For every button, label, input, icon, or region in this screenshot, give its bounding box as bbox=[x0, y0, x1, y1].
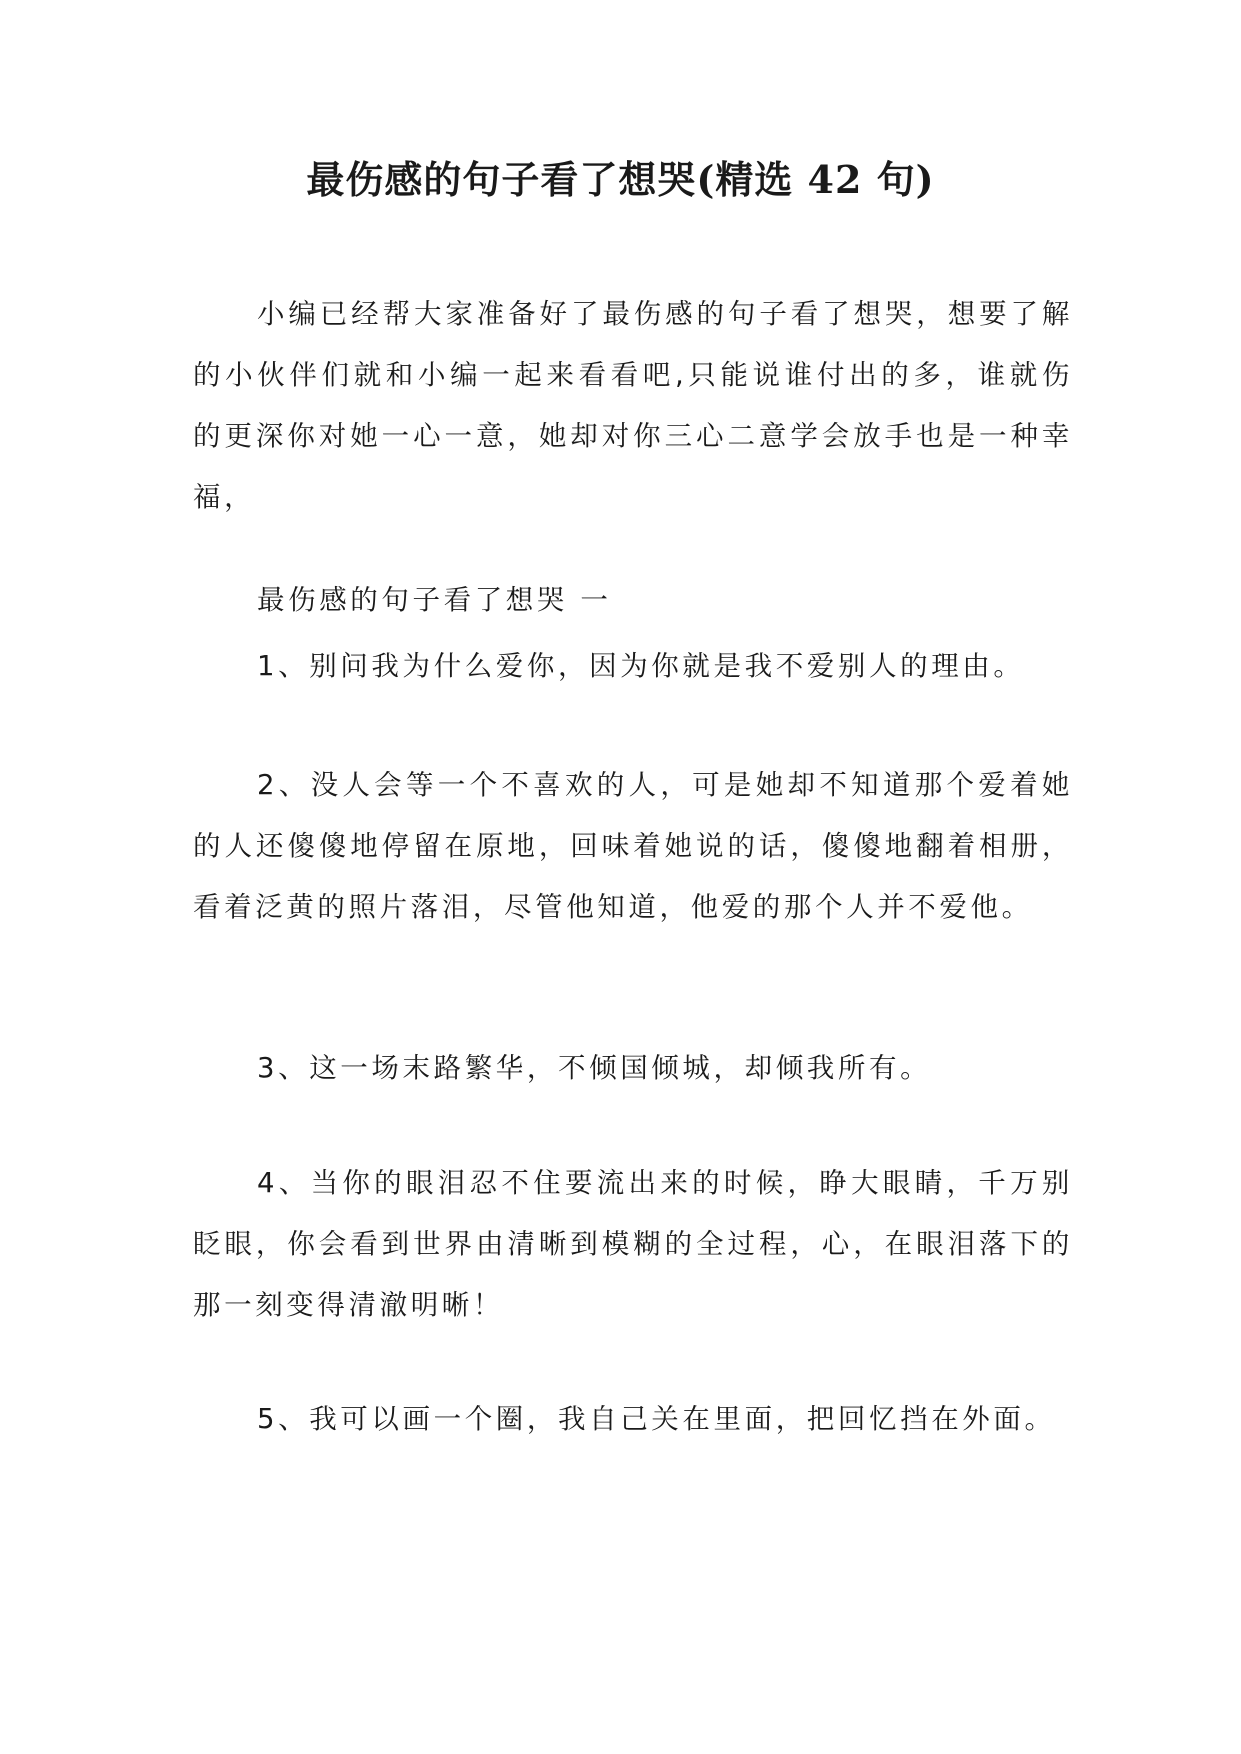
intro-paragraph: 小编已经帮大家准备好了最伤感的句子看了想哭，想要了解的小伙伴们就和小编一起来看看吧,只能说谁付出的多，谁就伤的更深你对她一心一意，她却对你三心二意学会放手也是一种幸福， bbox=[193, 298, 1073, 513]
document-title: 最伤感的句子看了想哭(精选 42 句) bbox=[306, 157, 935, 202]
list-item: 3、这一场末路繁华，不倾国倾城，却倾我所有。 bbox=[257, 1052, 932, 1084]
list-item: 2、没人会等一个不喜欢的人，可是她却不知道那个爱着她的人还傻傻地停留在原地，回味着她说的话，傻傻地翻着相册，看着泛黄的照片落泪，尽管他知道，他爱的那个人并不爱他。 bbox=[193, 769, 1073, 923]
list-item: 5、我可以画一个圈，我自己关在里面，把回忆挡在外面。 bbox=[257, 1403, 1056, 1435]
section-heading: 最伤感的句子看了想哭 一 bbox=[257, 584, 612, 616]
list-item: 4、当你的眼泪忍不住要流出来的时候，睁大眼睛，千万别眨眼，你会看到世界由清晰到模糊的全过程，心，在眼泪落下的那一刻变得清澈明晰！ bbox=[193, 1167, 1073, 1321]
list-item: 1、别问我为什么爱你，因为你就是我不爱别人的理由。 bbox=[257, 650, 1025, 682]
